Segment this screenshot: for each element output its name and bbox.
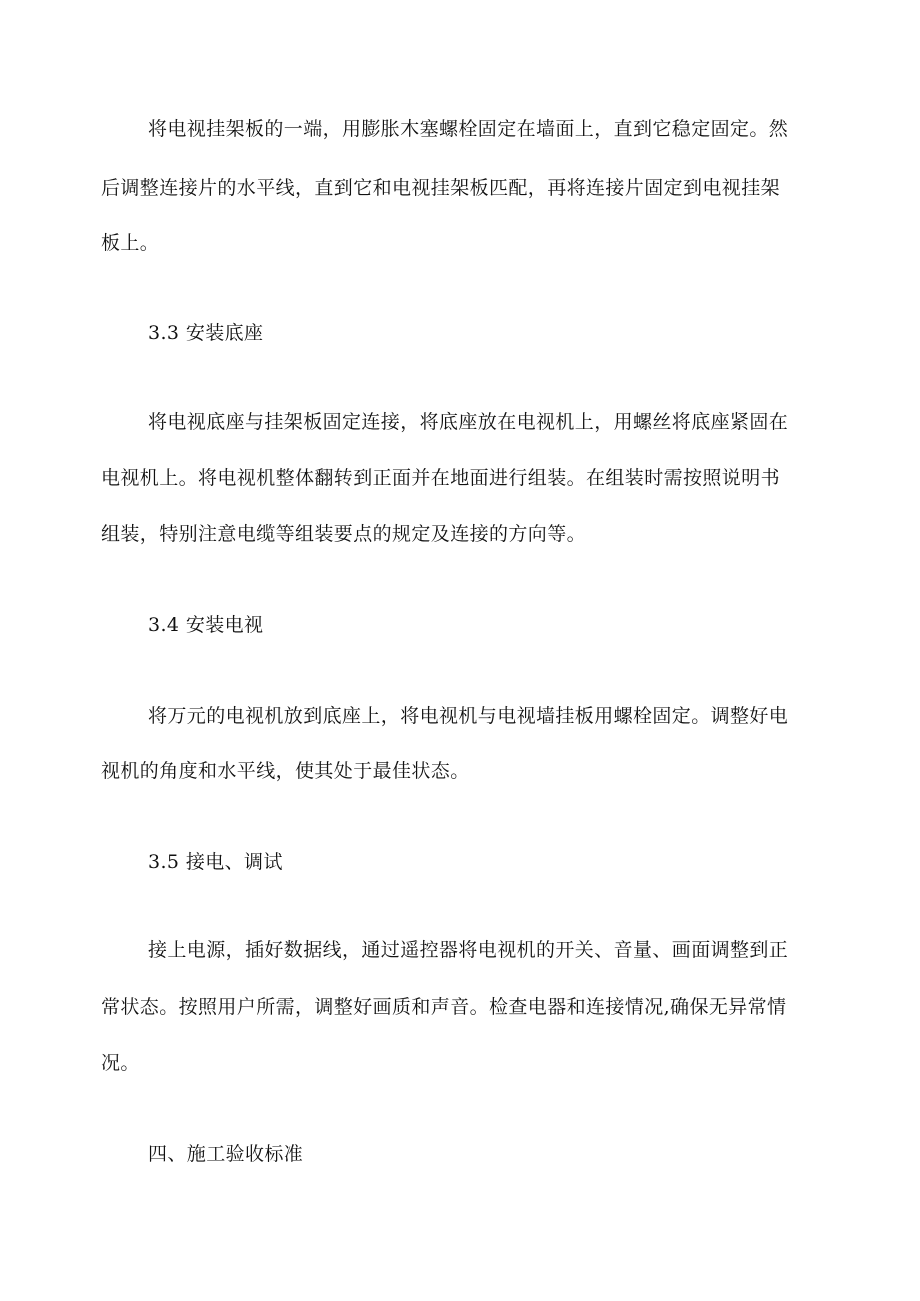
- paragraph-line: 况。: [101, 1052, 140, 1074]
- section-heading-3-4: 3.4 安装电视: [148, 614, 264, 636]
- paragraph-line: 将电视底座与挂架板固定连接，将底座放在电视机上，用螺丝将底座紧固在: [148, 411, 789, 433]
- paragraph-line: 将电视挂架板的一端，用膨胀木塞螺栓固定在墙面上，直到它稳定固定。然: [148, 118, 789, 140]
- paragraph-line: 板上。: [101, 232, 160, 254]
- section-heading-4: 四、施工验收标准: [148, 1143, 304, 1165]
- section-heading-3-3: 3.3 安装底座: [148, 322, 264, 344]
- paragraph-line: 后调整连接片的水平线，直到它和电视挂架板匹配，再将连接片固定到电视挂架: [101, 177, 781, 199]
- paragraph-line: 视机的角度和水平线，使其处于最佳状态。: [101, 760, 470, 782]
- paragraph-line: 将万元的电视机放到底座上，将电视机与电视墙挂板用螺栓固定。调整好电: [148, 705, 789, 727]
- paragraph-line: 常状态。按照用户所需，调整好画质和声音。检查电器和连接情况,确保无异常情: [101, 996, 787, 1018]
- paragraph-line: 组装，特别注意电缆等组装要点的规定及连接的方向等。: [101, 523, 587, 545]
- paragraph-line: 电视机上。将电视机整体翻转到正面并在地面进行组装。在组装时需按照说明书: [101, 467, 781, 489]
- section-heading-3-5: 3.5 接电、调试: [148, 851, 283, 873]
- paragraph-line: 接上电源，插好数据线，通过遥控器将电视机的开关、音量、画面调整到正: [148, 939, 789, 961]
